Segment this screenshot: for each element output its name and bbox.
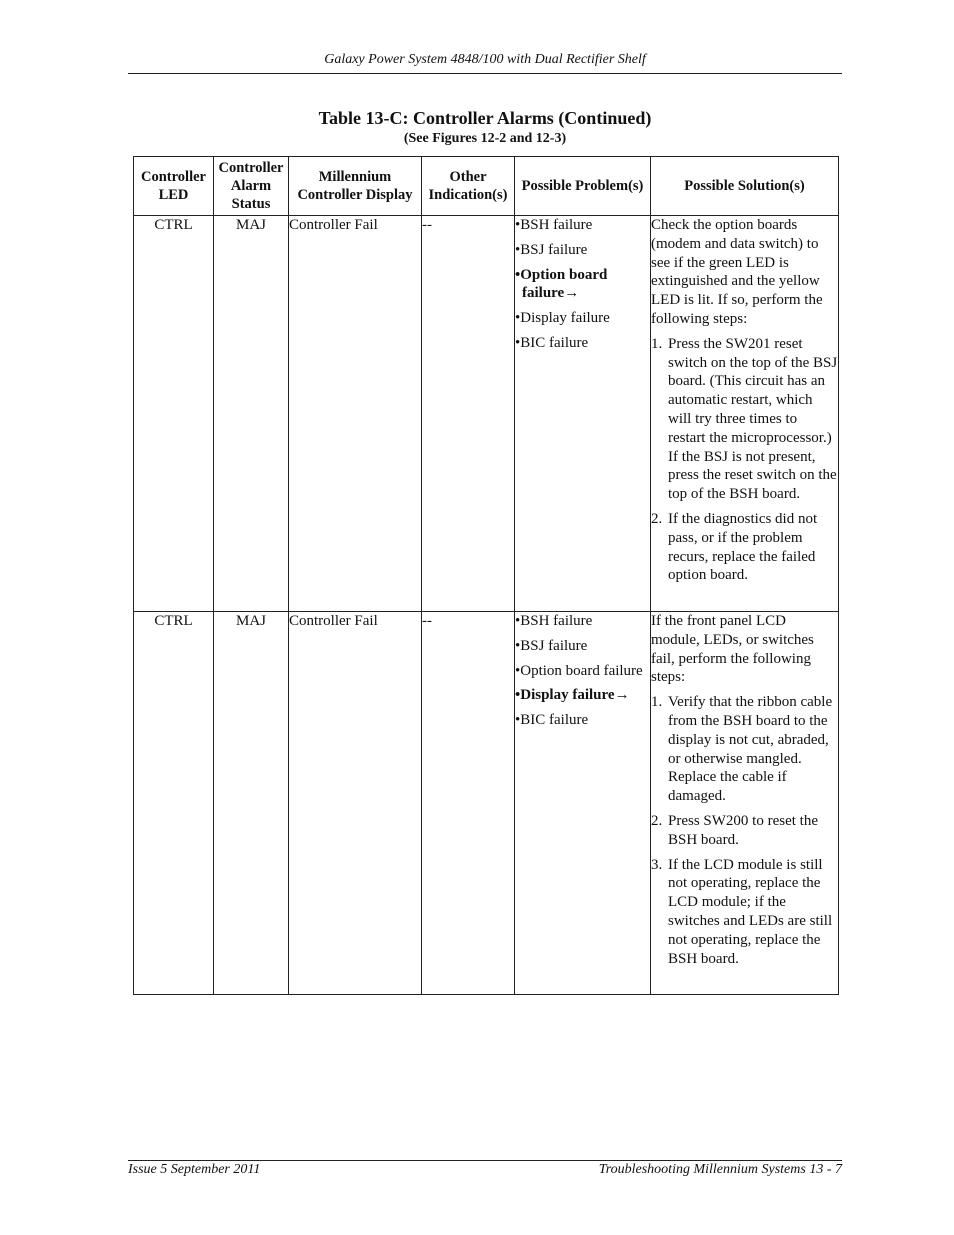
problem-item: •BSH failure <box>515 217 593 233</box>
step-text: Press SW200 to reset the BSH board. <box>668 812 818 848</box>
problem-item: •BIC failure <box>515 712 589 729</box>
cell-controller-led: CTRL <box>134 612 214 995</box>
step-text: If the diagnostics did not pass, or if the problem recurs, replace the failed option board. <box>668 510 818 584</box>
table-title: Table 13-C: Controller Alarms (Continued) <box>318 108 652 128</box>
step-number: 3. <box>651 856 663 873</box>
problem-item: •BSJ failure <box>515 241 588 258</box>
cell-alarm-status: MAJ <box>214 612 289 995</box>
step-text: Verify that the ribbon cable from the BSH board to the display is not cut, abraded, or otherwise mangled. Replace the cable if damaged. <box>668 694 833 805</box>
problem-item-highlighted: •Option board failure→ <box>515 266 608 302</box>
cell-possible-solutions <box>651 216 839 612</box>
table-row <box>134 612 839 995</box>
step-number: 1. <box>651 694 663 711</box>
step-text: If the LCD module is still not operating, replace the LCD module; if the switches and LEDs are still not operating, replace the BSH board. <box>668 856 833 967</box>
cell-controller-led: CTRL <box>134 216 214 612</box>
solution-intro: Check the option boards (modem and data switch) to see if the green LED is extinguished and the yellow LED is lit. If so, perform the following steps: <box>651 217 823 327</box>
solution-step <box>651 510 838 585</box>
solution-step <box>651 335 838 504</box>
column-header-controller-display: Millennium Controller Display <box>289 157 422 216</box>
table-header-row <box>134 157 839 216</box>
problem-item: •BSJ failure <box>515 637 588 654</box>
cell-possible-problems <box>515 216 651 612</box>
cell-controller-display: Controller Fail <box>289 612 422 995</box>
problem-item-highlighted: •Display failure→ <box>515 687 630 704</box>
solution-step <box>651 856 838 969</box>
column-header-other-indications: Other Indication(s) <box>422 157 515 216</box>
footer-rule <box>128 1160 842 1161</box>
problem-item: •BIC failure <box>515 334 589 351</box>
cell-controller-display: Controller Fail <box>289 216 422 612</box>
column-header-possible-problems: Possible Problem(s) <box>515 157 651 216</box>
cell-possible-problems <box>515 612 651 995</box>
step-number: 2. <box>651 510 663 527</box>
footer-issue-date: Issue 5 September 2011 <box>128 1162 261 1177</box>
cell-other-indications: -- <box>422 216 515 612</box>
column-header-possible-solutions: Possible Solution(s) <box>651 157 839 216</box>
problem-item: •BSH failure <box>515 613 593 629</box>
solution-step <box>651 693 838 806</box>
problem-item: •Option board failure <box>515 662 643 679</box>
step-text: Press the SW201 reset switch on the top of the BSJ board. (This circuit has an automatic restart, which will try three times to restart the microprocessor.) If the BSJ is not present, press the reset switch on the top of the BSH board. <box>668 335 838 503</box>
problem-item: •Display failure <box>515 310 610 327</box>
table-subtitle: (See Figures 12-2 and 12-3) <box>403 131 567 146</box>
running-header: Galaxy Power System 4848/100 with Dual Rectifier Shelf <box>324 52 646 67</box>
step-number: 1. <box>651 335 663 352</box>
cell-alarm-status: MAJ <box>214 216 289 612</box>
header-rule <box>128 73 842 74</box>
solution-intro: If the front panel LCD module, LEDs, or switches fail, perform the following steps: <box>651 613 814 686</box>
controller-alarms-table <box>133 156 839 995</box>
table-row <box>134 216 839 612</box>
step-number: 2. <box>651 812 663 829</box>
column-header-controller-led: Controller LED <box>134 157 214 216</box>
cell-possible-solutions <box>651 612 839 995</box>
cell-other-indications: -- <box>422 612 515 995</box>
solution-step <box>651 812 838 850</box>
column-header-alarm-status: Controller Alarm Status <box>214 157 289 216</box>
footer-section-page: Troubleshooting Millennium Systems 13 - 7 <box>598 1162 842 1177</box>
